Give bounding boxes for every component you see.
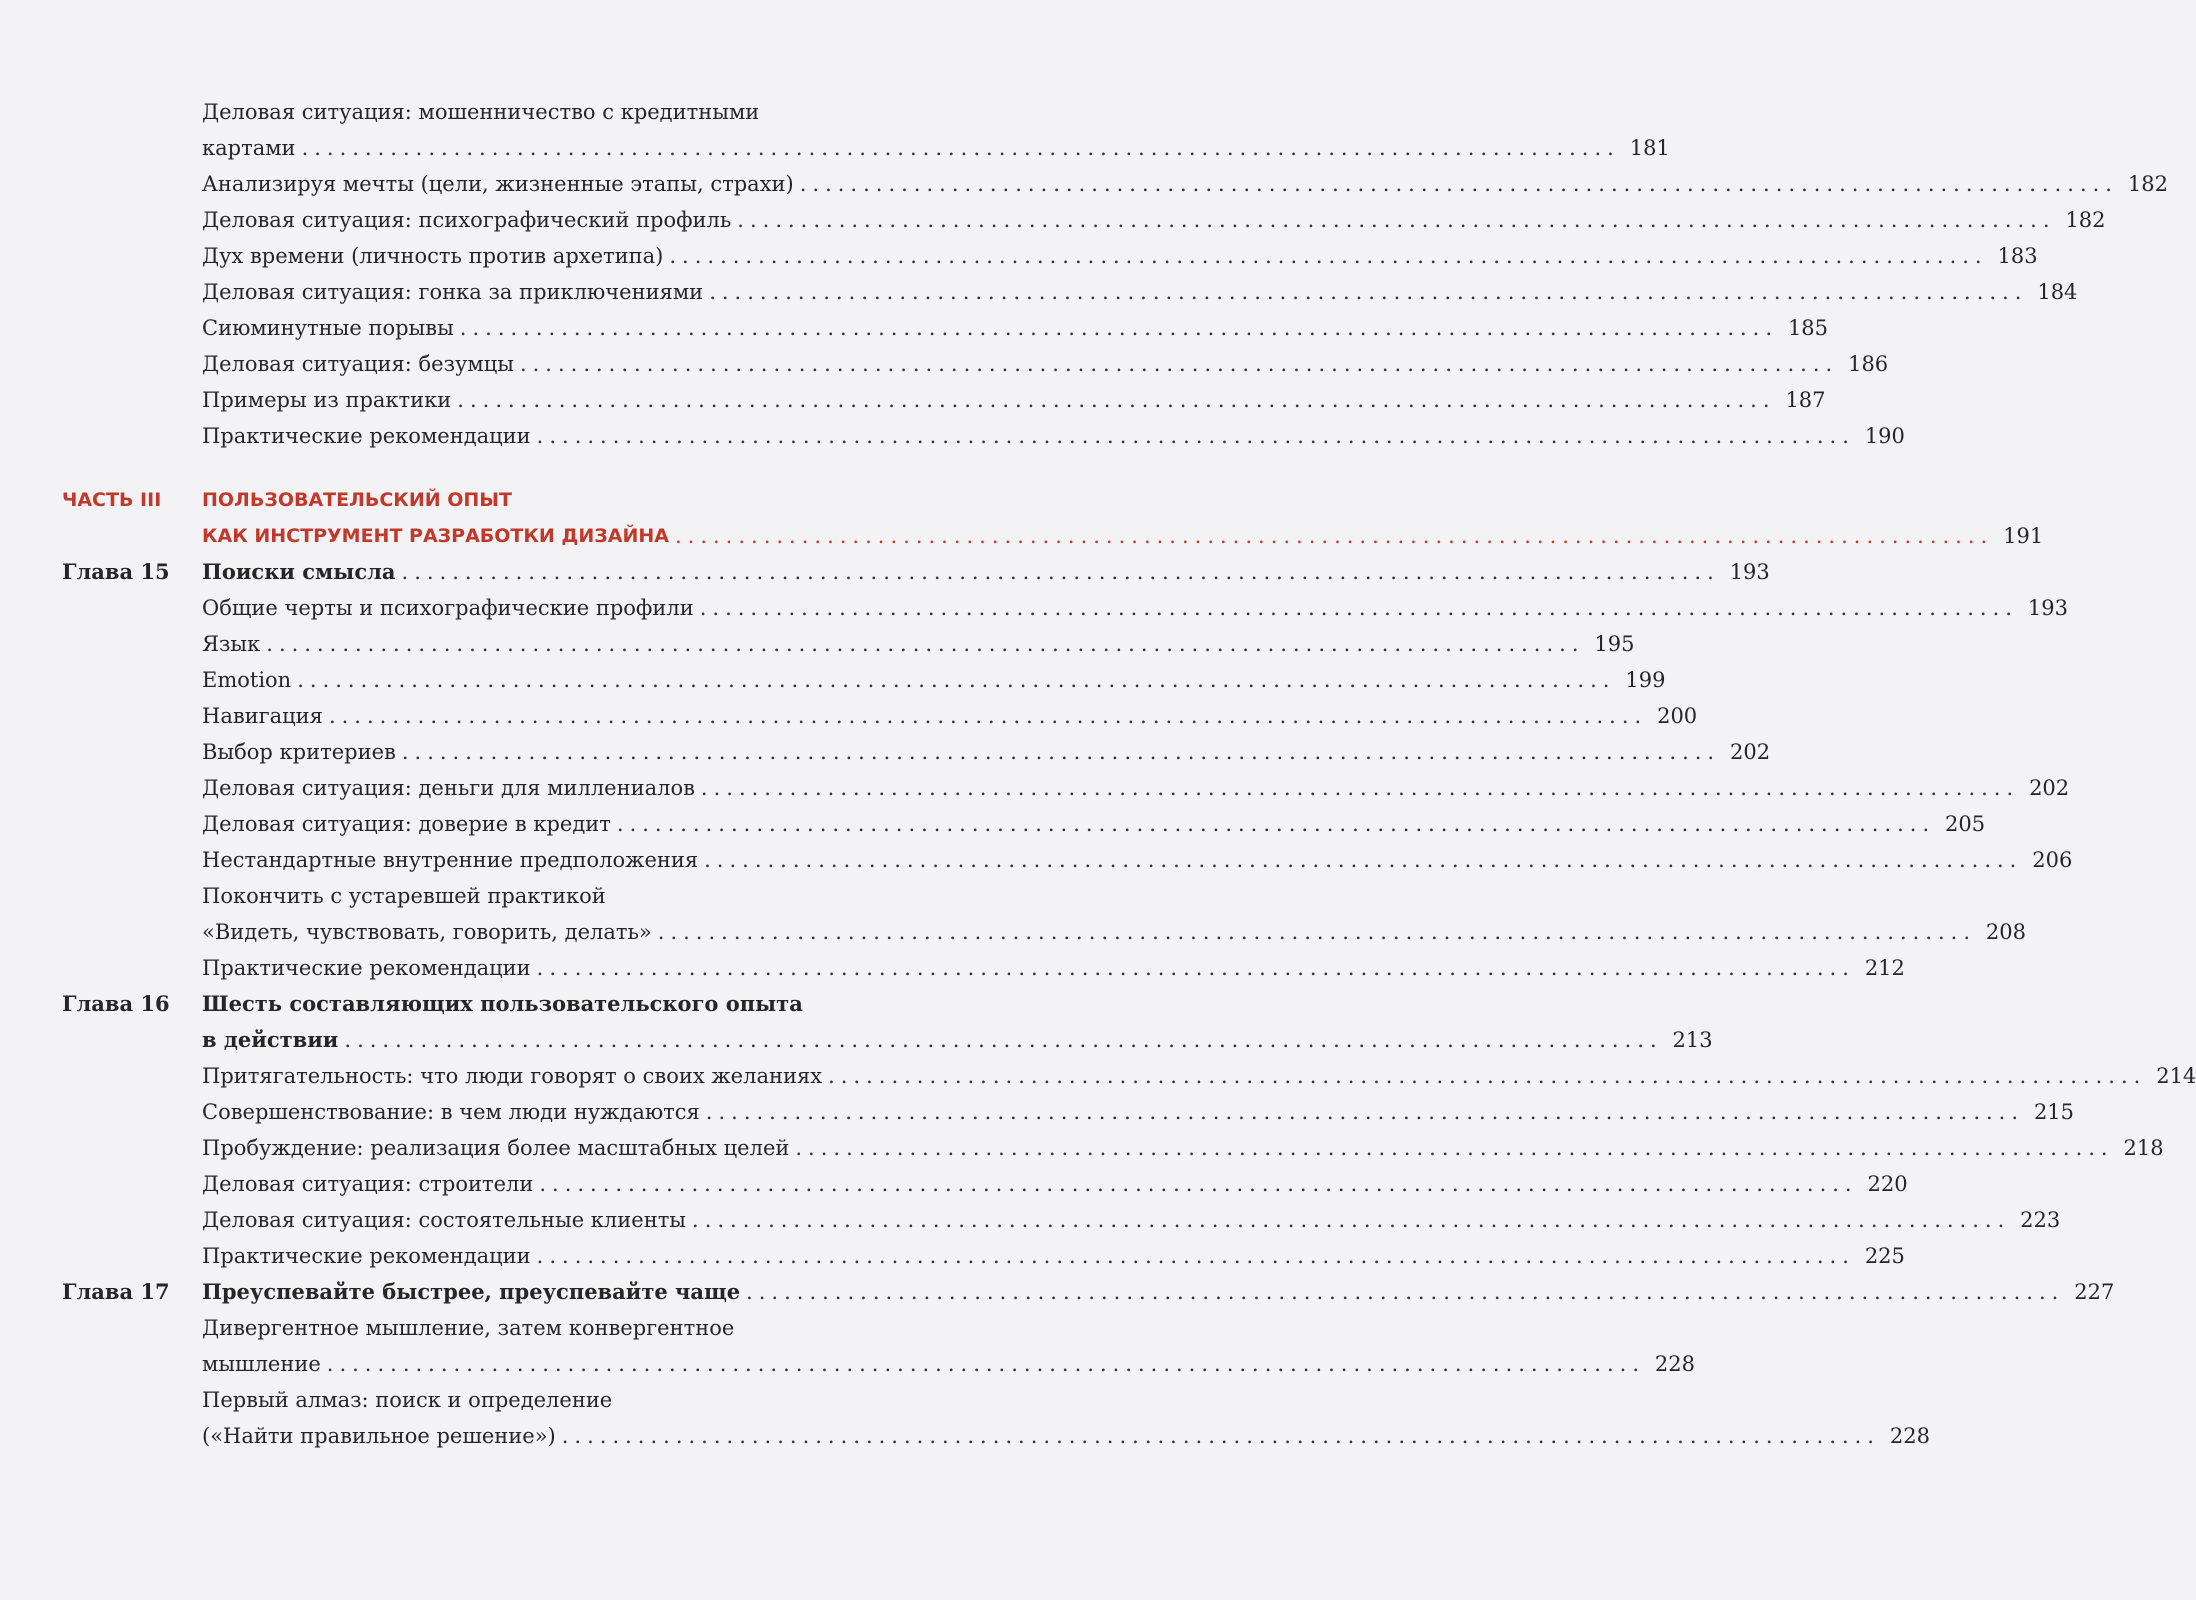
page-number: 191 (2003, 524, 2044, 548)
toc-entry-title: Анализируя мечты (цели, жизненные этапы, страхи) (202, 172, 794, 196)
dot-leader: ........................................................................................................ (536, 1244, 1855, 1268)
chapter-label: Глава 16 (62, 991, 170, 1016)
toc-entry (62, 1094, 2075, 1130)
toc-entry-title: Навигация (202, 704, 323, 728)
part-heading (62, 482, 942, 518)
toc-entry-title: Нестандартные внутренние предположения (202, 848, 699, 872)
page-number: 195 (1594, 632, 1635, 656)
toc-entry-title: Дивергентное мышление, затем конвергентное (202, 1316, 735, 1340)
toc-entry-title: Деловая ситуация: доверие в кредит (202, 812, 611, 836)
page-number: 182 (2127, 172, 2168, 196)
page-number: 215 (2033, 1100, 2075, 1124)
chapter-title: Шесть составляющих пользовательского опыта (202, 991, 803, 1016)
dot-leader: ........................................................................................................ (536, 956, 1855, 980)
toc-entry (62, 310, 1829, 346)
page-number: 183 (1997, 244, 2038, 268)
toc-entry-title: мышление (202, 1352, 321, 1376)
toc-entry-title: Практические рекомендации (202, 1244, 531, 1268)
part-label: ЧАСТЬ III (62, 489, 162, 511)
toc-entry (62, 202, 2106, 238)
dot-leader: ........................................................................................................ (326, 1352, 1645, 1376)
dot-leader: ........................................................................................................ (539, 1172, 1858, 1196)
toc-entry-title: картами (202, 136, 296, 160)
dot-leader: ........................................................................................................ (459, 316, 1779, 340)
toc-entry-title: Emotion (202, 668, 292, 692)
dot-leader: ........................................................................................................ (705, 1100, 2025, 1124)
toc-entry (62, 1238, 1905, 1274)
toc-entry (62, 950, 1905, 986)
page-number: 182 (2065, 208, 2106, 232)
toc-entry-title: Практические рекомендации (202, 956, 531, 980)
dot-leader: ........................................................................................................ (536, 424, 1855, 448)
page-number: 225 (1864, 1244, 1905, 1268)
toc-entry-title: Деловая ситуация: психографический профиль (202, 208, 732, 232)
page-number: 184 (2037, 280, 2078, 304)
toc-entry (62, 590, 2068, 626)
toc-entry (62, 1346, 1695, 1382)
toc-entry (62, 382, 1826, 418)
dot-leader: ........................................................................................................ (328, 704, 1648, 728)
page-number: 202 (2029, 776, 2070, 800)
dot-leader: ........................................................................................................ (657, 920, 1976, 944)
toc-entry-title: Сиюминутные порывы (202, 316, 454, 340)
toc-entry (62, 1166, 1908, 1202)
toc-entry-title: Дух времени (личность против архетипа) (202, 244, 664, 268)
dot-leader: ........................................................................................................ (616, 812, 1936, 836)
table-of-contents (62, 94, 2196, 1454)
page-number: 227 (2074, 1280, 2115, 1304)
dot-leader: ........................................................................................................ (519, 352, 1839, 376)
part-heading (62, 518, 2044, 554)
page-number: 212 (1864, 956, 1905, 980)
toc-entry (62, 1310, 942, 1346)
toc-entry (62, 130, 1670, 166)
page-number: 208 (1985, 920, 2026, 944)
toc-entry-title: Язык (202, 632, 261, 656)
page-number: 200 (1657, 704, 1698, 728)
dot-leader: ........................................................................................................ (700, 776, 2020, 800)
page-number: 228 (1654, 1352, 1695, 1376)
toc-entry (62, 662, 1666, 698)
toc-entry (62, 1382, 942, 1418)
dot-leader: ........................................................................................................ (457, 388, 1776, 412)
chapter-title: в действии (202, 1027, 339, 1052)
toc-entry-title: Деловая ситуация: безумцы (202, 352, 514, 376)
chapter-heading (62, 986, 942, 1022)
toc-entry (62, 346, 1889, 382)
page-number: 213 (1672, 1028, 1713, 1052)
page-number: 206 (2032, 848, 2073, 872)
dot-leader: ........................................................................................................ (674, 524, 1994, 548)
dot-leader: ........................................................................................................ (301, 136, 1620, 160)
dot-leader: ........................................................................................................ (297, 668, 1616, 692)
toc-entry (62, 1130, 2164, 1166)
dot-leader: ........................................................................................................ (266, 632, 1585, 656)
toc-entry-title: («Найти правильное решение») (202, 1424, 556, 1448)
toc-entry-title: Практические рекомендации (202, 424, 531, 448)
toc-entry-title: Первый алмаз: поиск и определение (202, 1388, 613, 1412)
toc-entry-title: Общие черты и психографические профили (202, 596, 694, 620)
toc-entry (62, 842, 2073, 878)
dot-leader: ........................................................................................................ (737, 208, 2056, 232)
part-title: КАК ИНСТРУМЕНТ РАЗРАБОТКИ ДИЗАЙНА (202, 525, 669, 547)
dot-leader: ........................................................................................................ (795, 1136, 2114, 1160)
chapter-label: Глава 15 (62, 559, 170, 584)
toc-entry-title: Деловая ситуация: деньги для миллениалов (202, 776, 695, 800)
toc-entry (62, 94, 942, 130)
dot-leader: ........................................................................................................ (828, 1064, 2147, 1088)
toc-entry-title: Притягательность: что люди говорят о своих желаниях (202, 1064, 823, 1088)
dot-leader: ........................................................................................................ (401, 740, 1721, 764)
toc-entry-title: Деловая ситуация: мошенничество с кредитными (202, 100, 760, 124)
chapter-label: Глава 17 (62, 1279, 170, 1304)
toc-entry-title: Деловая ситуация: строители (202, 1172, 534, 1196)
dot-leader: ........................................................................................................ (692, 1208, 2011, 1232)
toc-entry (62, 806, 1986, 842)
toc-entry (62, 1202, 2061, 1238)
page-number: 214 (2156, 1064, 2196, 1088)
toc-entry (62, 914, 2026, 950)
part-title: ПОЛЬЗОВАТЕЛЬСКИЙ ОПЫТ (202, 489, 512, 511)
toc-entry-title: Деловая ситуация: гонка за приключениями (202, 280, 704, 304)
dot-leader: ........................................................................................................ (344, 1028, 1663, 1052)
toc-entry-title: Деловая ситуация: состоятельные клиенты (202, 1208, 687, 1232)
toc-entry (62, 770, 2070, 806)
page-number: 186 (1848, 352, 1889, 376)
toc-entry-title: «Видеть, чувствовать, говорить, делать» (202, 920, 652, 944)
toc-entry-title: Выбор критериев (202, 740, 396, 764)
page-number: 205 (1945, 812, 1986, 836)
toc-entry (62, 166, 2168, 202)
toc-entry (62, 626, 1635, 662)
page-number: 181 (1629, 136, 1670, 160)
toc-entry (62, 238, 2038, 274)
page-number: 220 (1867, 1172, 1908, 1196)
page-number: 223 (2020, 1208, 2061, 1232)
page-number: 193 (1729, 560, 1770, 584)
page-number: 199 (1625, 668, 1666, 692)
chapter-heading (62, 1274, 2115, 1310)
dot-leader: ........................................................................................................ (746, 1280, 2065, 1304)
page-number: 190 (1864, 424, 1905, 448)
dot-leader: ........................................................................................................ (669, 244, 1988, 268)
chapter-title: Поиски смысла (202, 559, 396, 584)
toc-entry-title: Пробуждение: реализация более масштабных целей (202, 1136, 790, 1160)
toc-entry (62, 1418, 1930, 1454)
page-number: 228 (1889, 1424, 1930, 1448)
toc-entry (62, 1058, 2196, 1094)
chapter-title: Преуспевайте быстрее, преуспевайте чаще (202, 1279, 741, 1304)
chapter-heading (62, 1022, 1713, 1058)
toc-entry (62, 698, 1698, 734)
dot-leader: ........................................................................................................ (699, 596, 2018, 620)
page-number: 185 (1787, 316, 1829, 340)
page-number: 218 (2123, 1136, 2164, 1160)
toc-entry (62, 418, 1905, 454)
toc-entry (62, 878, 942, 914)
toc-entry-title: Покончить с устаревшей практикой (202, 884, 606, 908)
page-number: 202 (1730, 740, 1771, 764)
toc-entry (62, 734, 1771, 770)
dot-leader: ........................................................................................................ (561, 1424, 1880, 1448)
toc-entry-title: Совершенствование: в чем люди нуждаются (202, 1100, 700, 1124)
dot-leader: ........................................................................................................ (704, 848, 2023, 872)
chapter-heading (62, 554, 1770, 590)
toc-entry (62, 274, 2078, 310)
dot-leader: ........................................................................................................ (401, 560, 1720, 584)
page-number: 193 (2027, 596, 2068, 620)
toc-entry-title: Примеры из практики (202, 388, 452, 412)
dot-leader: ........................................................................................................ (799, 172, 2118, 196)
page-number: 187 (1785, 388, 1826, 412)
dot-leader: ........................................................................................................ (709, 280, 2028, 304)
